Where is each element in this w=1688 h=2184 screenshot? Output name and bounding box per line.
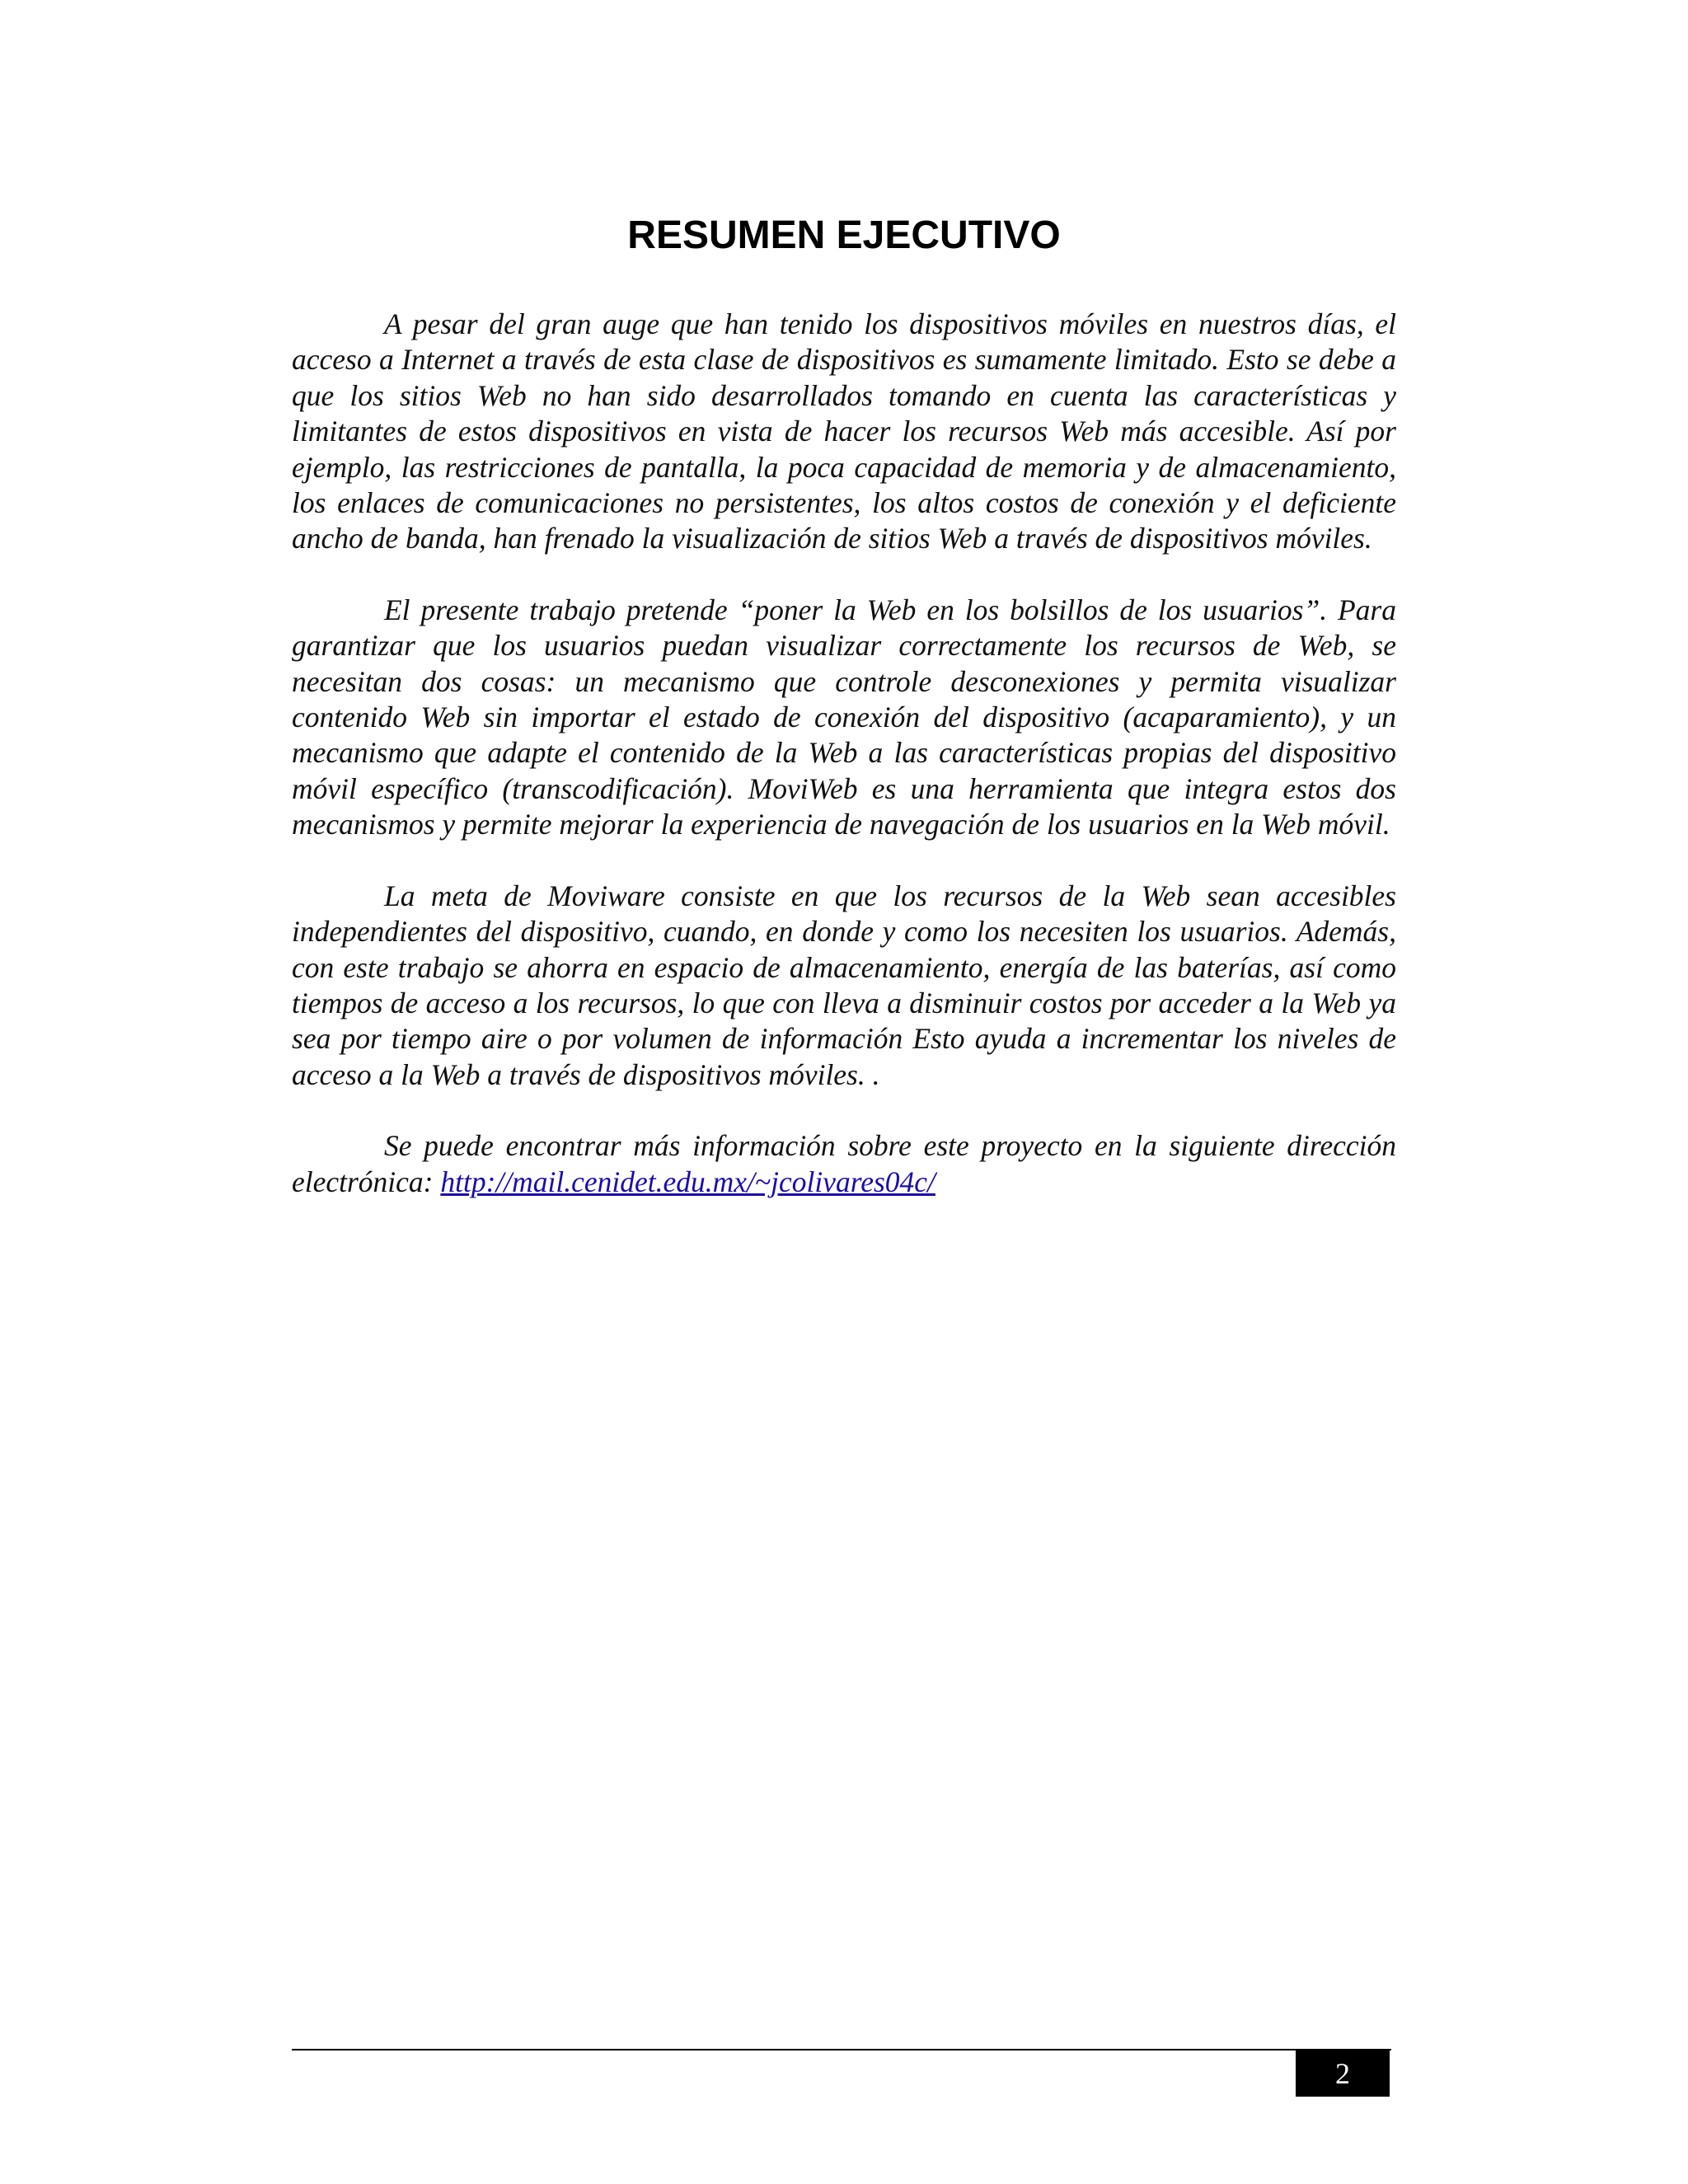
paragraph-goal: La meta de Moviware consiste en que los recursos de la Web sean accesibles independientes del dispositivo, cuando, en donde y como los necesiten los usuarios. Además, con este trabajo se ahorra en espacio de almacenamiento, energía de las baterías, así como tiempos de acceso a los recursos, lo que con lleva a disminuir costos por acceder a la Web ya sea por tiempo aire o por volumen de información Esto ayuda a incrementar los niveles de acceso a la Web a través de dispositivos móviles. . xyxy=(292,879,1396,1091)
more-info-text: Se puede encontrar más información sobre este proyecto en la siguiente dirección electrónica: xyxy=(292,1129,1396,1198)
project-link[interactable]: http://mail.cenidet.edu.mx/~jcolivares04c/ xyxy=(440,1165,935,1198)
paragraph-intro: A pesar del gran auge que han tenido los dispositivos móviles en nuestros días, el acceso a Internet a través de esta clase de dispositivos es sumamente limitado. Esto se debe a que los sitios Web no han sido desarrollados tomando en cuenta las características y limitantes de estos dispositivos en vista de hacer los recursos Web más accesible. Así por ejemplo, las restricciones de pantalla, la poca capacidad de memoria y de almacenamiento, los enlaces de comunicaciones no persistentes, los altos costos de conexión y el deficiente ancho de banda, han frenado la visualización de sitios Web a través de dispositivos móviles. xyxy=(292,307,1396,555)
document-body xyxy=(292,307,1396,1235)
paragraph-objective: El presente trabajo pretende “poner la Web en los bolsillos de los usuarios”. Para garantizar que los usuarios puedan visualizar correctamente los recursos de Web, se necesitan dos cosas: un mecanismo que controle desconexiones y permita visualizar contenido Web sin importar el estado de conexión del dispositivo (acaparamiento), y un mecanismo que adapte el contenido de la Web a las características propias del dispositivo móvil específico (transcodificación). MoviWeb es una herramienta que integra estos dos mecanismos y permite mejorar la experiencia de navegación de los usuarios en la Web móvil. xyxy=(292,593,1396,841)
paragraph-more-info xyxy=(292,1128,1396,1200)
page-number: 2 xyxy=(1296,2050,1390,2097)
page-title: RESUMEN EJECUTIVO xyxy=(627,213,1061,257)
footer-divider xyxy=(292,2049,1391,2050)
